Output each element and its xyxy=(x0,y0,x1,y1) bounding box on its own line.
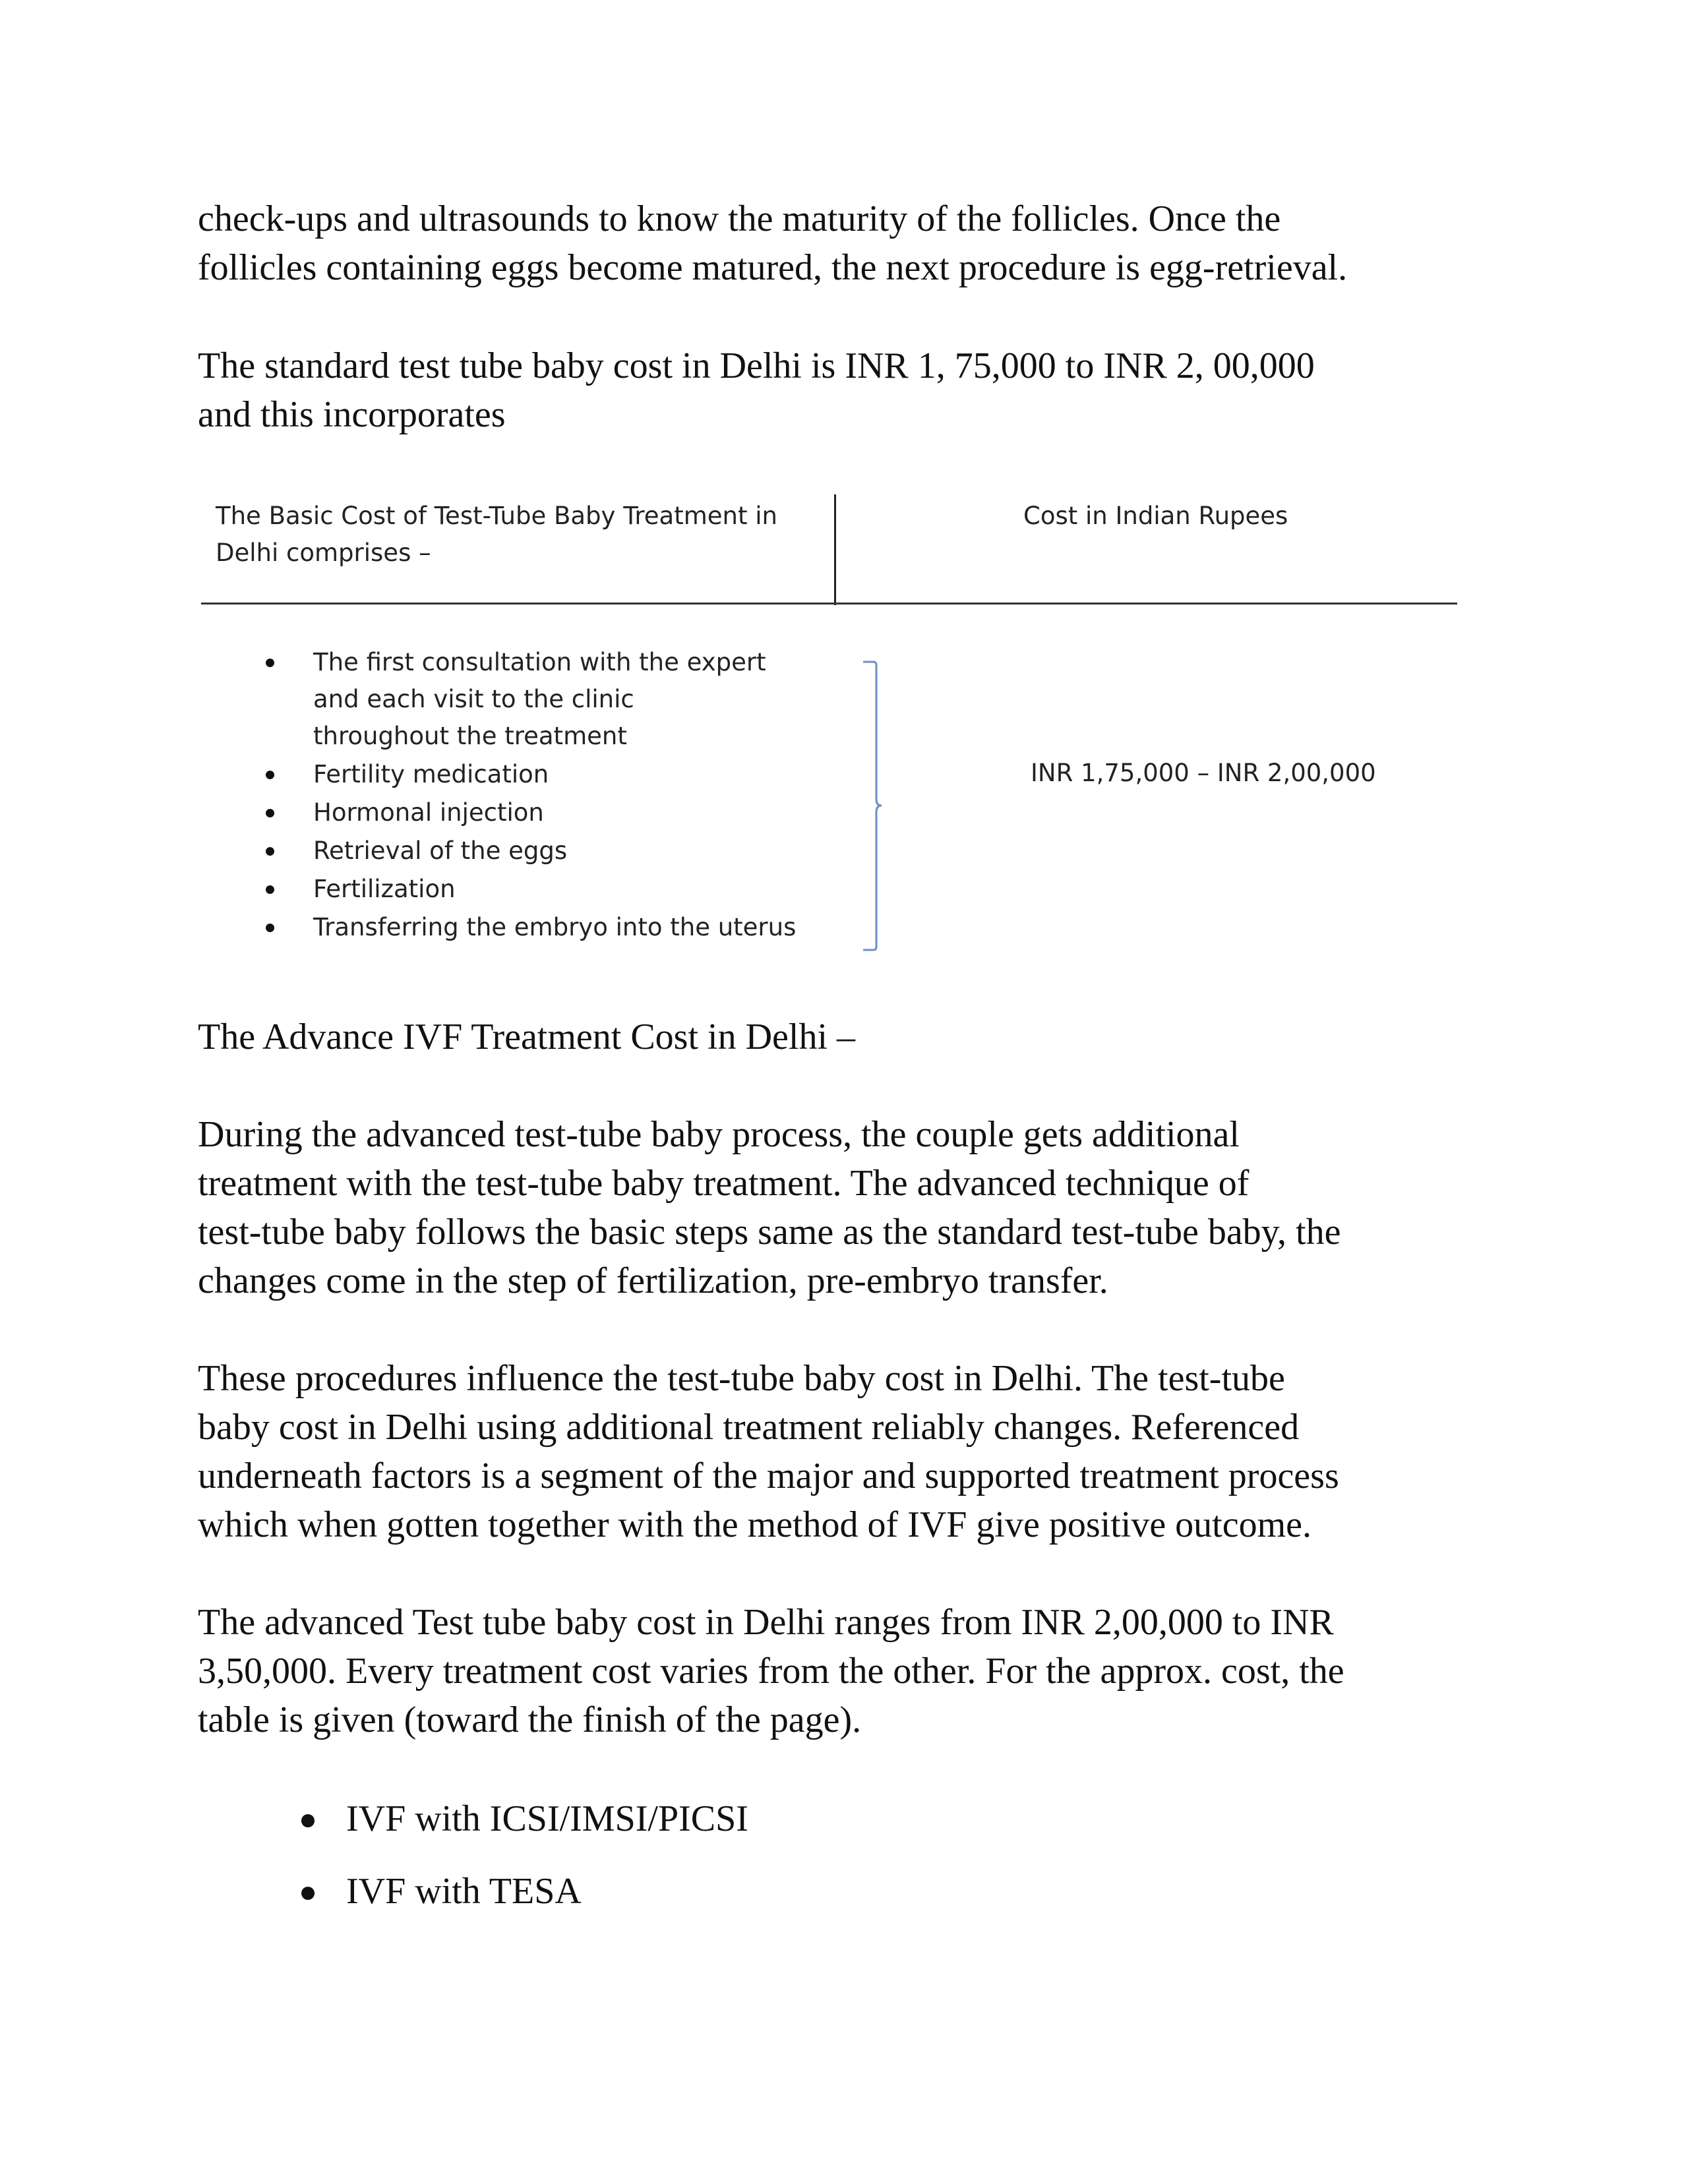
bullet-icon xyxy=(266,659,274,667)
list-item xyxy=(201,833,847,870)
table-cost-value: INR 1,75,000 – INR 2,00,000 xyxy=(1031,759,1376,787)
list-item-text: Transferring the embryo into the uterus xyxy=(313,913,797,941)
list-item-text: IVF with ICSI/IMSI/PICSI xyxy=(346,1798,748,1839)
list-item-text: Fertility medication xyxy=(313,760,549,788)
table-column-divider xyxy=(834,494,836,605)
paragraph-advanced-process: During the advanced test-tube baby process, the couple gets additional treatment with the test-tube baby treatment. The advanced technique of test-tube baby follows the basic steps same as the standard test-tube baby, the changes come in the step of fertilization, pre-embryo transfer. xyxy=(198,1114,1341,1301)
list-item-text: Fertilization xyxy=(313,875,456,903)
right-brace-icon xyxy=(860,659,887,953)
bullet-icon xyxy=(266,771,274,779)
table-header-right: Cost in Indian Rupees xyxy=(1023,502,1288,530)
list-item xyxy=(293,1794,748,1843)
cost-table xyxy=(201,491,1457,1005)
list-item xyxy=(201,871,847,908)
list-item-text: Hormonal injection xyxy=(313,798,544,827)
bullet-icon xyxy=(266,924,274,932)
list-item xyxy=(201,644,847,755)
advanced-treatments-list xyxy=(293,1794,748,1939)
bullet-icon xyxy=(301,1887,315,1900)
list-item-text: Retrieval of the eggs xyxy=(313,837,568,865)
bullet-icon xyxy=(266,809,274,817)
list-item-text: IVF with TESA xyxy=(346,1871,582,1912)
paragraph-advanced-cost: The advanced Test tube baby cost in Delhi ranges from INR 2,00,000 to INR 3,50,000. Every treatment cost varies from the other. For the approx. cost, the table is given (toward the finish of the page). xyxy=(198,1602,1344,1740)
list-item xyxy=(201,756,847,793)
bullet-icon xyxy=(266,885,274,894)
paragraph-influence: These procedures influence the test-tube baby cost in Delhi. The test-tube baby cost in Delhi using additional treatment reliably changes. Referenced underneath factors is a segment of the major and supported treatment process which when gotten together with the method of IVF give positive outcome. xyxy=(198,1358,1339,1545)
list-item xyxy=(293,1867,748,1916)
paragraph-standard-cost: The standard test tube baby cost in Delhi is INR 1, 75,000 to INR 2, 00,000 and this incorporates xyxy=(198,345,1315,435)
bullet-icon xyxy=(301,1814,315,1827)
list-item xyxy=(201,794,847,831)
list-item-text: The first consultation with the expert and each visit to the clinic throughout the treatment xyxy=(313,648,766,750)
bullet-icon xyxy=(266,847,274,856)
paragraph-intro: check-ups and ultrasounds to know the maturity of the follicles. Once the follicles containing eggs become matured, the next procedure is egg-retrieval. xyxy=(198,198,1348,288)
heading-advance-ivf: The Advance IVF Treatment Cost in Delhi – xyxy=(198,1017,856,1057)
list-item xyxy=(201,909,847,946)
table-items-list xyxy=(201,644,847,947)
table-header-rule xyxy=(201,603,1457,605)
table-header-left: The Basic Cost of Test-Tube Baby Treatment in Delhi comprises – xyxy=(216,502,777,567)
